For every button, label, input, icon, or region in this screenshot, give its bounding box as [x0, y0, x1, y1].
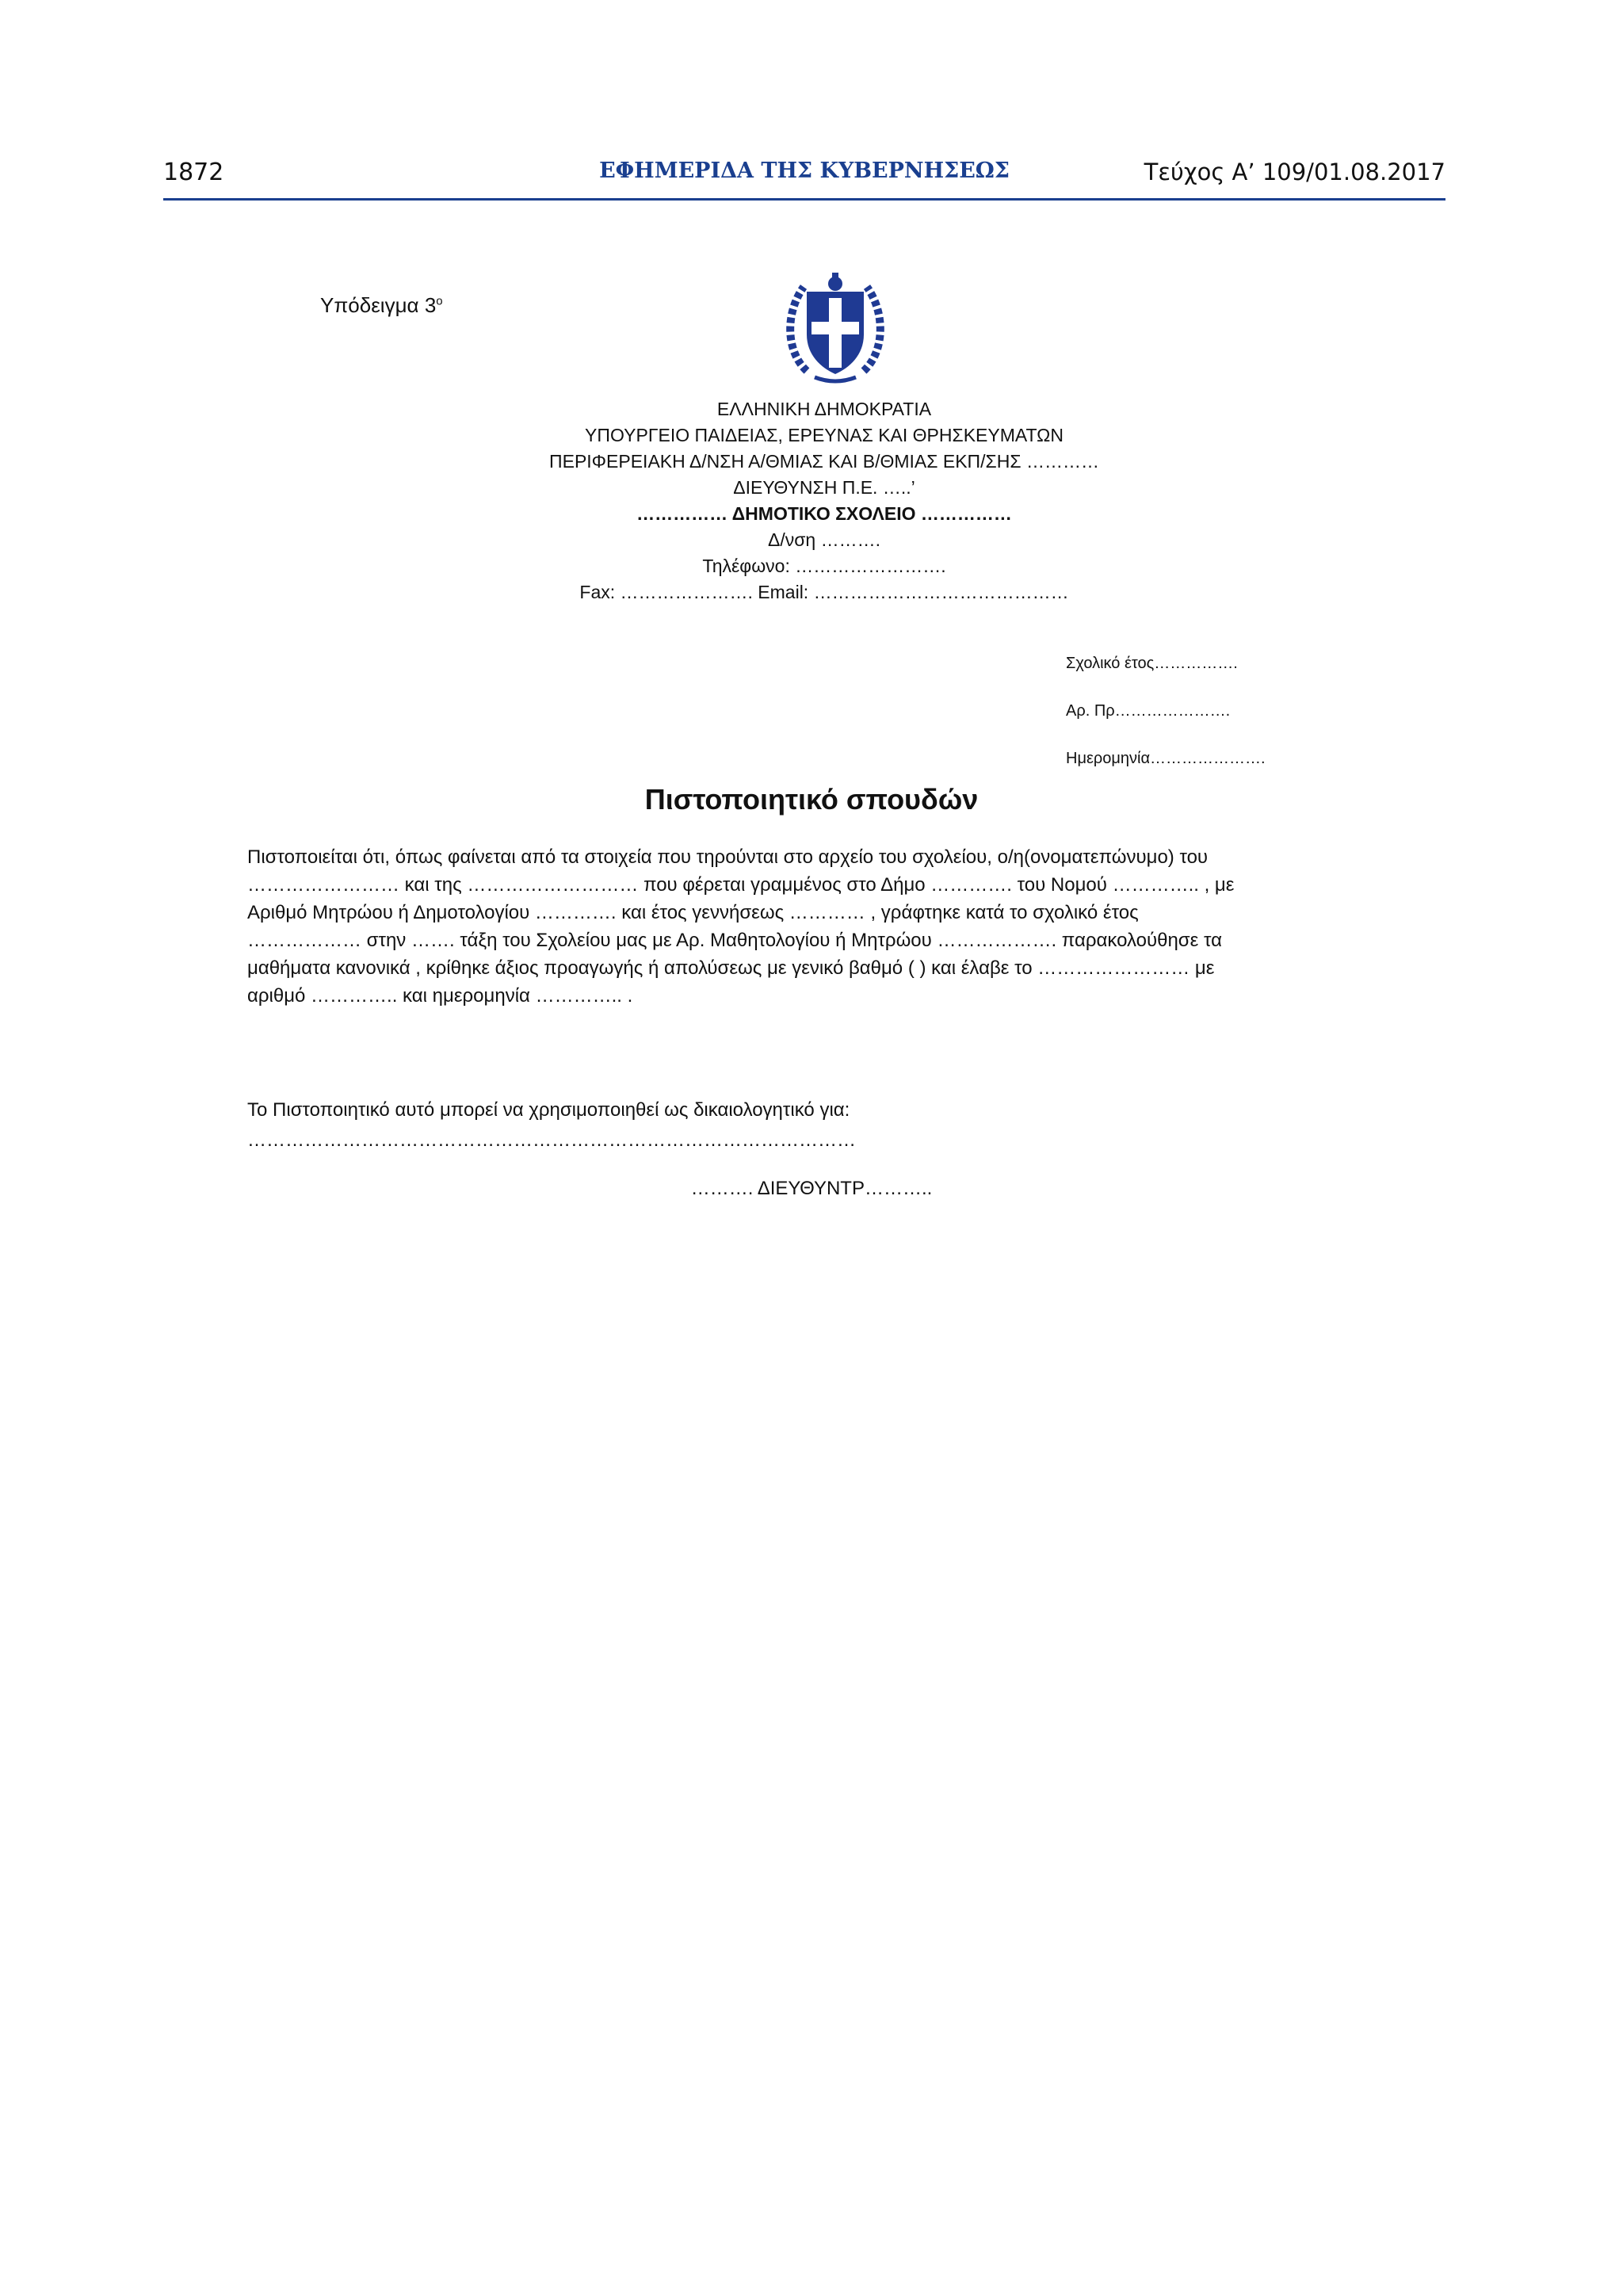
form-number-sup: ο [436, 294, 443, 308]
body-line: …………………… και της ……………………… που φέρεται γραμμένος στο Δήμο …………. του Νομού ………….. , με [247, 874, 1235, 896]
body-line: μαθήματα κανονικά , κρίθηκε άξιος προαγωγής ή απολύσεως με γενικό βαθμό ( ) και έλαβε το …………………… με [247, 957, 1215, 979]
date-field: Ημερομηνία…………………. [1066, 750, 1266, 767]
body-line: ……………… στην ……. τάξη του Σχολείου μας με Αρ. Μαθητολογίου ή Μητρώου ………………. παρακολούθησε τα [247, 930, 1222, 951]
letterhead-fax-email: Fax: …………………. Email: …………………………………… [579, 582, 1069, 602]
usage-blank: …………………………………………………………………………………… [247, 1129, 856, 1151]
page-number: 1872 [163, 159, 224, 186]
certificate-body [247, 843, 1388, 1010]
letterhead [444, 396, 1205, 606]
document-title: Πιστοποιητικό σπουδών [644, 783, 979, 816]
protocol-number-field: Αρ. Πρ…………………. [1066, 702, 1231, 720]
school-year-field: Σχολικό έτος……………. [1066, 655, 1238, 672]
usage-text: Το Πιστοποιητικό αυτό μπορεί να χρησιμοποιηθεί ως δικαιολογητικό για: [247, 1099, 850, 1121]
body-line: Αριθμό Μητρώου ή Δημοτολογίου …………. και έτος γεννήσεως ………… , γράφτηκε κατά το σχολικό έτος [247, 902, 1139, 923]
letterhead-address: Δ/νση ………. [767, 529, 881, 550]
letterhead-directorate: ΔΙΕΥΘΥΝΣΗ Π.Ε. …..’ [733, 477, 915, 498]
gazette-title: ΕΦΗΜΕΡΙΔΑ ΤΗΣ ΚΥΒΕΡΝΗΣΕΩΣ [599, 159, 1010, 183]
usage-section [247, 1095, 856, 1156]
body-line: αριθμό ………….. και ημερομηνία ………….. . [247, 985, 633, 1007]
issue-info: Τεύχος A’ 109/01.08.2017 [1144, 159, 1445, 185]
letterhead-school: …………… ΔΗΜΟΤΙΚΟ ΣΧΟΛΕΙΟ …………… [636, 503, 1012, 524]
form-number-text: Υπόδειγμα 3 [320, 293, 437, 317]
letterhead-regional-directorate: ΠΕΡΙΦΕΡΕΙΑΚΗ Δ/ΝΣΗ Α/ΘΜΙΑΣ ΚΑΙ Β/ΘΜΙΑΣ ΕΚΠ/ΣΗΣ ………… [549, 451, 1099, 472]
gazette-header [163, 159, 1445, 197]
meta-block [1066, 655, 1266, 797]
greek-coat-of-arms-icon [783, 269, 888, 387]
header-rule [163, 198, 1445, 201]
letterhead-republic: ΕΛΛΗΝΙΚΗ ΔΗΜΟΚΡΑΤΙΑ [716, 399, 932, 419]
letterhead-ministry: ΥΠΟΥΡΓΕΙΟ ΠΑΙΔΕΙΑΣ, ΕΡΕΥΝΑΣ ΚΑΙ ΘΡΗΣΚΕΥΜΑΤΩΝ [585, 425, 1064, 445]
signature-line: ………. ΔΙΕΥΘΥΝΤΡ……….. [690, 1178, 933, 1199]
body-line: Πιστοποιείται ότι, όπως φαίνεται από τα στοιχεία που τηρούνται στο αρχείο του σχολείου, ο/η(ονοματεπώνυμο) του [247, 846, 1209, 868]
form-number-label [320, 293, 443, 318]
letterhead-phone: Τηλέφωνο: ……………………. [702, 556, 946, 576]
